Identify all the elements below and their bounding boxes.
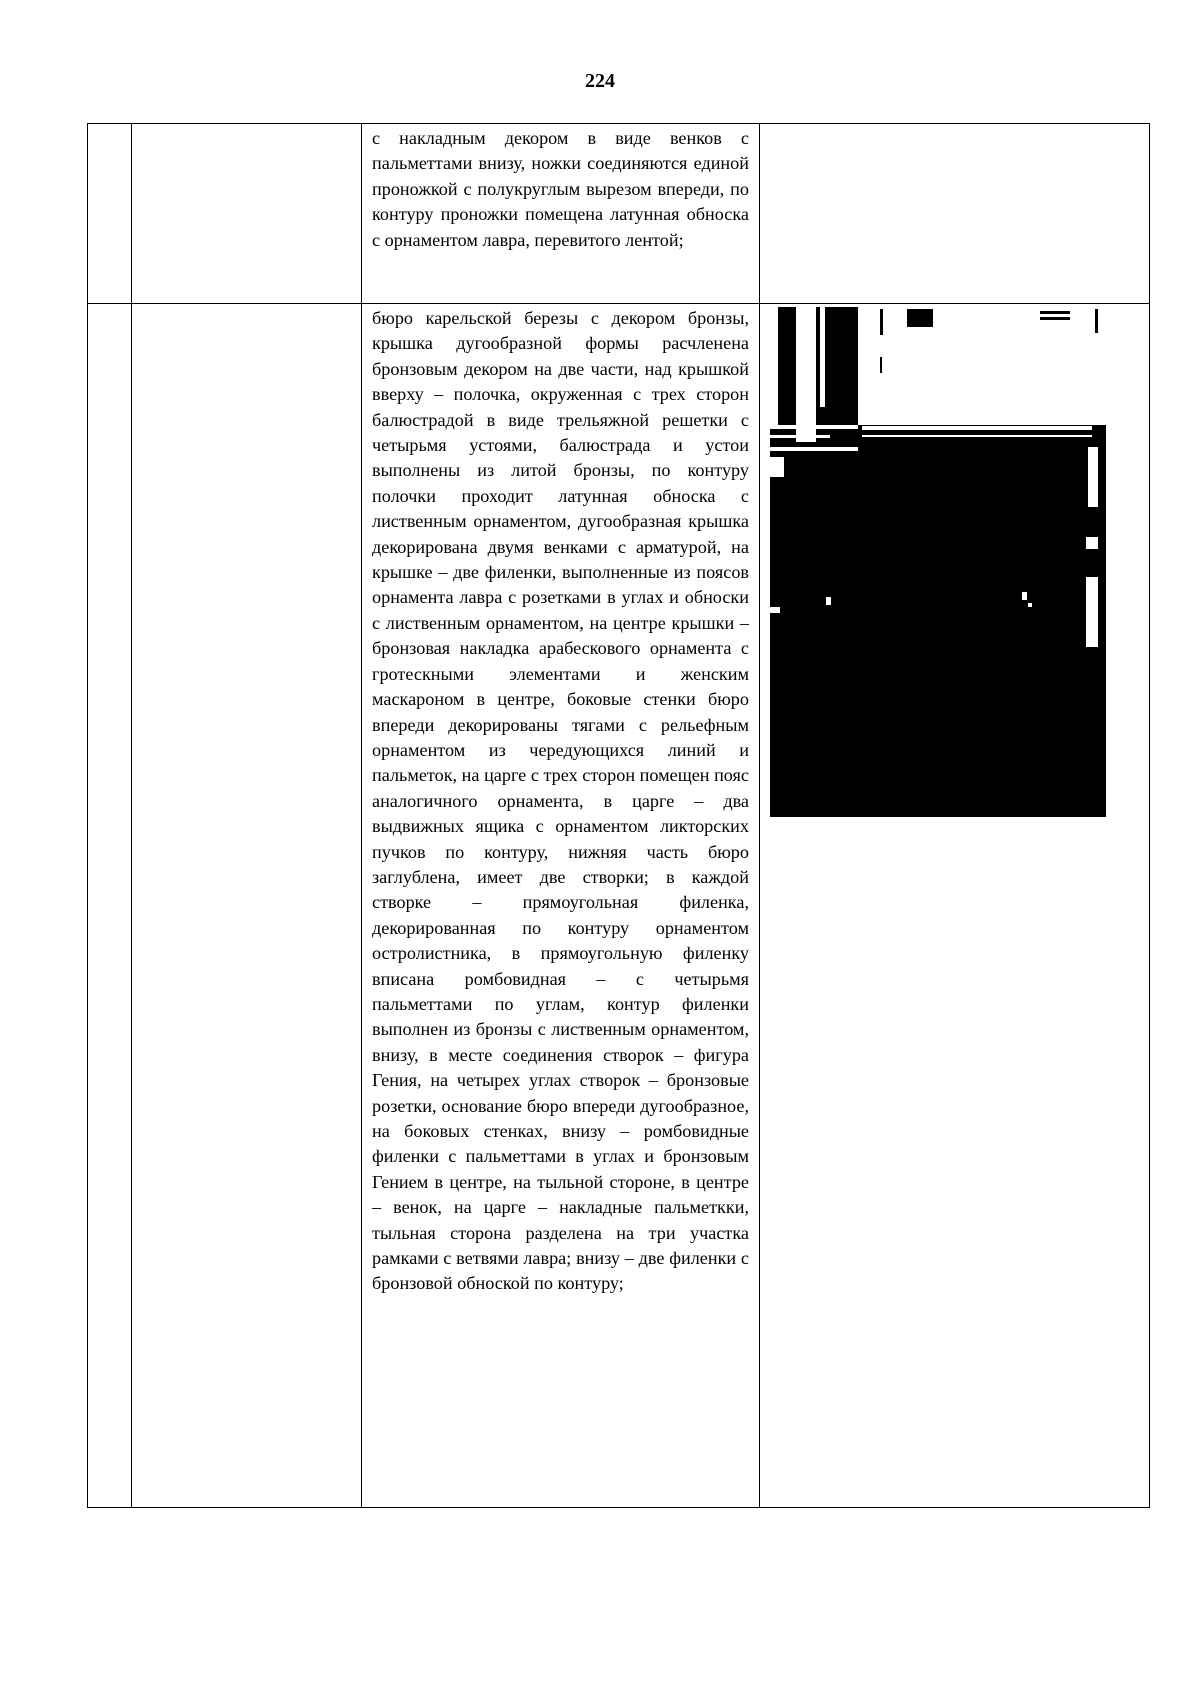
objects-table	[87, 123, 1150, 1508]
row-number-cell	[88, 124, 132, 304]
object-name-cell	[132, 304, 362, 1508]
photo-cell	[760, 304, 1150, 1508]
table-row	[88, 304, 1150, 1508]
photo-cell	[760, 124, 1150, 304]
bureau-photo-image	[770, 307, 1106, 817]
object-name-cell	[132, 124, 362, 304]
table-row	[88, 124, 1150, 304]
description-text: с накладным декором в виде венков с пальметтами внизу, ножки соединяются единой проножкой с полукруглым вырезом впереди, по контуру проножки помещена латунная обноска с орнаментом лавра, перевитого лентой;	[372, 128, 749, 250]
description-cell	[362, 124, 760, 304]
description-text: бюро карельской березы с декором бронзы, крышка дугообразной формы расчленена бронзовым декором на две части, над крышкой вверху – полочка, окруженная с трех сторон балюстрадой в виде трельяжной решетки с четырьмя устоями, балюстрада и устои выполнены из литой бронзы, по контуру полочки проходит латунная обноска с лиственным орнаментом, дугообразная крышка декорирована двумя венками с арматурой, на крышке – две филенки, выполненные из поясов орнамента лавра с розетками в углах и обноски с лиственным орнаментом, на центре крышки – бронзовая накладка арабескового орнамента с гротескными элементами и женским маскароном в центре, боковые стенки бюро впереди декорированы тягами с рельефным орнаментом из чередующихся линий и пальметок, на царге с трех сторон помещен пояс аналогичного орнамента, в царге – два выдвижных ящика с орнаментом ликторских пучков по контуру, нижняя часть бюро заглублена, имеет две створки; в каждой створке – прямоугольная филенка, декорированная по контуру орнаментом остролистника, в прямоугольную филенку вписана ромбовидная – с четырьмя пальметтами по углам, контур филенки выполнен из бронзы с лиственным орнаментом, внизу, в месте соединения створок – фигура Гения, на четырех углах створок – бронзовые розетки, основание бюро впереди дугообразное, на боковых стенках, внизу – ромбовидные филенки с пальметтами в углах и бронзовым Гением в центре, на тыльной стороне, в центре – венок, на царге – накладные пальметкки, тыльная сторона разделена на три участка рамками с ветвями лавра; внизу – две филенки с бронзовой обноской по контуру;	[372, 308, 749, 1294]
bureau-photo	[770, 307, 1106, 817]
row-number-cell	[88, 304, 132, 1508]
page-number: 224	[585, 70, 615, 92]
description-cell	[362, 304, 760, 1508]
